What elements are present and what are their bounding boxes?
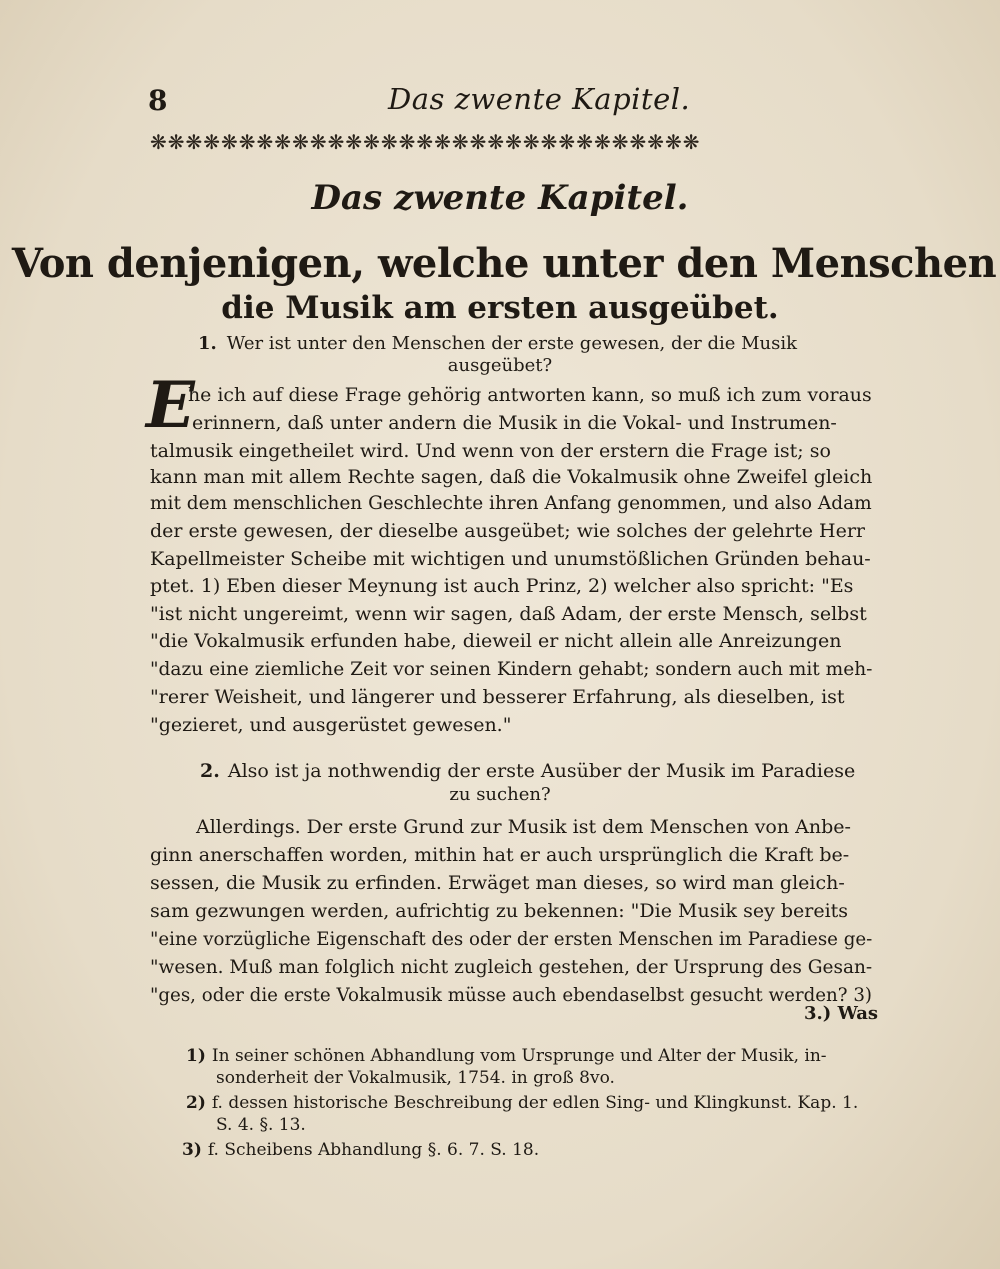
- paragraph-line: "dazu eine ziemliche Zeit vor seinen Kindern gehabt; sondern auch mit meh-: [150, 658, 873, 680]
- paragraph-line: der erste gewesen, der dieselbe ausgeübet; wie solches der gelehrte Herr: [150, 520, 865, 542]
- footnote-text: f. dessen historische Beschreibung der edlen Sing- und Klingkunst. Kap. 1.: [211, 1093, 859, 1113]
- paragraph-line: "ist nicht ungereimt, wenn wir sagen, daß Adam, der erste Mensch, selbst: [150, 603, 867, 625]
- page-number: 8: [148, 84, 168, 117]
- chapter-title-line-1: Von denjenigen, welche unter den Menschen: [11, 240, 997, 287]
- paragraph-line: ptet. 1) Eben dieser Meynung ist auch Prinz, 2) welcher also spricht: "Es: [150, 575, 854, 597]
- footnote-1-continuation: sonderheit der Vokalmusik, 1754. in groß 8vo.: [216, 1068, 615, 1088]
- question-text: Also ist ja nothwendig der erste Ausüber der Musik im Paradiese: [227, 760, 856, 782]
- chapter-title-line-2: die Musik am ersten ausgeübet.: [221, 290, 779, 326]
- chapter-heading: Das zwente Kapitel.: [311, 178, 689, 218]
- paragraph-line: "gezieret, und ausgerüstet gewesen.": [150, 714, 512, 736]
- question-number: 1.: [198, 333, 217, 354]
- paragraph-line: Kapellmeister Scheibe mit wichtigen und unumstößlichen Gründen behau-: [150, 548, 871, 570]
- paragraph-line: sessen, die Musik zu erfinden. Erwäget man dieses, so wird man gleich-: [150, 872, 845, 894]
- footnote-3: [182, 1140, 539, 1160]
- paragraph-line: "eine vorzügliche Eigenschaft des oder der ersten Menschen im Paradiese ge-: [150, 928, 873, 950]
- question-1-continuation: ausgeübet?: [447, 355, 553, 376]
- footnote-2-continuation: S. 4. §. 13.: [216, 1115, 306, 1135]
- paragraph-line: Allerdings. Der erste Grund zur Musik ist dem Menschen von Anbe-: [196, 816, 851, 838]
- paragraph-line: talmusik eingetheilet wird. Und wenn von der erstern die Frage ist; so: [150, 440, 831, 462]
- running-title: Das zwente Kapitel.: [388, 82, 691, 116]
- question-number: 2.: [200, 760, 220, 782]
- ornament-rule: ❋❋❋❋❋❋❋❋❋❋❋❋❋❋❋❋❋❋❋❋❋❋❋❋❋❋❋❋❋❋❋: [150, 130, 701, 154]
- footnote-text: In seiner schönen Abhandlung vom Ursprunge und Alter der Musik, in-: [211, 1046, 827, 1066]
- footnote-text: f. Scheibens Abhandlung §. 6. 7. S. 18.: [207, 1140, 540, 1160]
- footnote-mark: 2): [186, 1093, 206, 1113]
- paragraph-line: sam gezwungen werden, aufrichtig zu bekennen: "Die Musik sey bereits: [150, 900, 849, 922]
- paragraph-line: kann man mit allem Rechte sagen, daß die Vokalmusik ohne Zweifel gleich: [150, 466, 873, 488]
- paragraph-line: "ges, oder die erste Vokalmusik müsse auch ebendaselbst gesucht werden? 3): [150, 984, 873, 1006]
- paragraph-line: "wesen. Muß man folglich nicht zugleich gestehen, der Ursprung des Gesan-: [150, 956, 873, 978]
- question-2: [200, 760, 855, 782]
- paragraph-line: ginn anerschaffen worden, mithin hat er auch ursprünglich die Kraft be-: [150, 844, 850, 866]
- question-text: Wer ist unter den Menschen der erste gewesen, der die Musik: [226, 333, 798, 354]
- paragraph-line: "rerer Weisheit, und längerer und besserer Erfahrung, als dieselben, ist: [150, 686, 845, 708]
- paragraph-line: "die Vokalmusik erfunden habe, dieweil er nicht allein alle Anreizungen: [150, 630, 842, 652]
- drop-cap: E: [146, 368, 195, 443]
- footnote-mark: 1): [186, 1046, 206, 1066]
- paragraph-line: mit dem menschlichen Geschlechte ihren Anfang genommen, und also Adam: [150, 492, 872, 514]
- catchword: 3.) Was: [804, 1003, 879, 1024]
- footnote-1: [186, 1046, 827, 1066]
- footnote-mark: 3): [182, 1140, 202, 1160]
- paragraph-line: he ich auf diese Frage gehörig antworten kann, so muß ich zum voraus: [188, 384, 872, 406]
- paragraph-line: erinnern, daß unter andern die Musik in die Vokal- und Instrumen-: [192, 412, 837, 434]
- question-2-continuation: zu suchen?: [449, 784, 551, 805]
- footnote-2: [186, 1093, 858, 1113]
